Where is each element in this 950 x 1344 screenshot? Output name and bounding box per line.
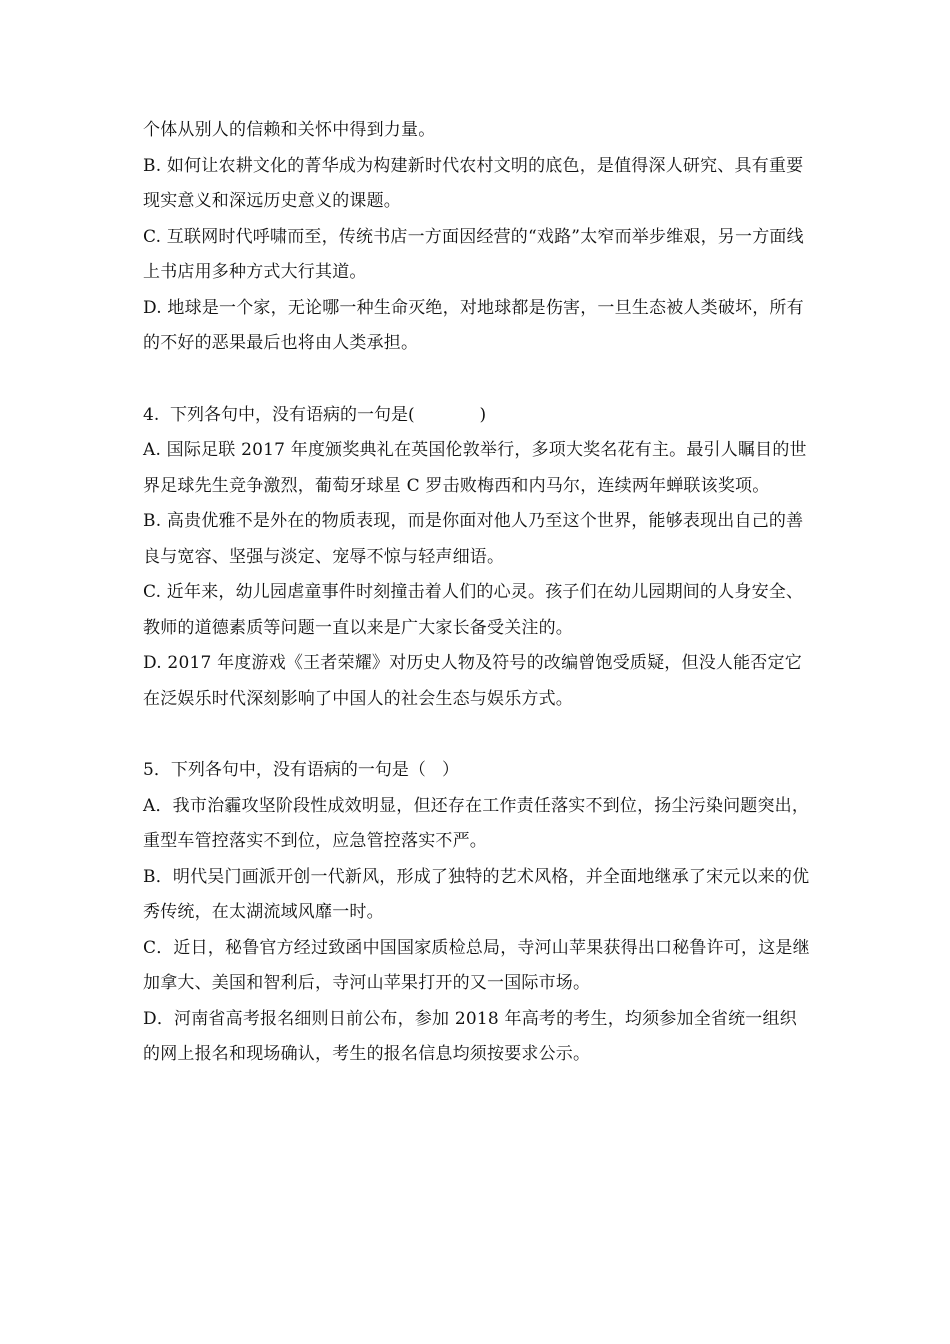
q4-option-d: D. 2017 年度游戏《王者荣耀》对历史人物及符号的改编曾饱受质疑，但没人能否定它在泛娱乐时代深刻影响了中国人的社会生态与娱乐方式。: [143, 653, 802, 709]
q3-option-c: C. 互联网时代呼啸而至，传统书店一方面因经营的“戏路”太窄而举步维艰，另一方面线上书店用多种方式大行其道。: [143, 226, 804, 282]
spacer: [143, 717, 811, 753]
q4-option-a: A. 国际足联 2017 年度颁奖典礼在英国伦敦举行，多项大奖名花有主。最引人瞩目的世界足球先生竞争激烈，葡萄牙球星 C 罗击败梅西和内马尔，连续两年蝉联该奖项。: [143, 440, 807, 496]
q5-option-a: A．我市治霾攻坚阶段性成效明显，但还存在工作责任落实不到位，扬尘污染问题突出，重型车管控落实不到位，应急管控落实不严。: [143, 795, 810, 851]
q5-option-d: D．河南省高考报名细则日前公布，参加 2018 年高考的考生，均须参加全省统一组织的网上报名和现场确认，考生的报名信息均须按要求公示。: [143, 1008, 797, 1064]
q4-option-b: B. 高贵优雅不是外在的物质表现，而是你面对他人乃至这个世界，能够表现出自己的善良与宽容、坚强与淡定、宠辱不惊与轻声细语。: [143, 511, 804, 567]
q3-option-a-continuation: 个体从别人的信赖和关怀中得到力量。: [143, 120, 436, 140]
q5-stem: 5．下列各句中，没有语病的一句是（ ）: [143, 760, 460, 780]
q5-option-b: B．明代吴门画派开创一代新风，形成了独特的艺术风格，并全面地继承了宋元以来的优秀传统，在太湖流域风靡一时。: [143, 866, 810, 922]
q5-option-c: C．近日，秘鲁官方经过致函中国国家质检总局，寺河山苹果获得出口秘鲁许可，这是继加拿大、美国和智利后，寺河山苹果打开的又一国际市场。: [143, 937, 810, 993]
q4-stem: 4. 下列各句中，没有语病的一句是( ): [143, 404, 487, 425]
spacer: [143, 362, 811, 398]
q3-option-d: D. 地球是一个家，无论哪一种生命灭绝，对地球都是伤害，一旦生态被人类破坏，所有的不好的恶果最后也将由人类承担。: [143, 297, 804, 353]
q4-option-c: C. 近年来，幼儿园虐童事件时刻撞击着人们的心灵。孩子们在幼儿园期间的人身安全、教师的道德素质等问题一直以来是广大家长备受关注的。: [143, 582, 804, 638]
page-content: [143, 113, 811, 1073]
q3-option-b: B. 如何让农耕文化的菁华成为构建新时代农村文明的底色，是值得深人研究、具有重要现实意义和深远历史意义的课题。: [143, 155, 804, 211]
